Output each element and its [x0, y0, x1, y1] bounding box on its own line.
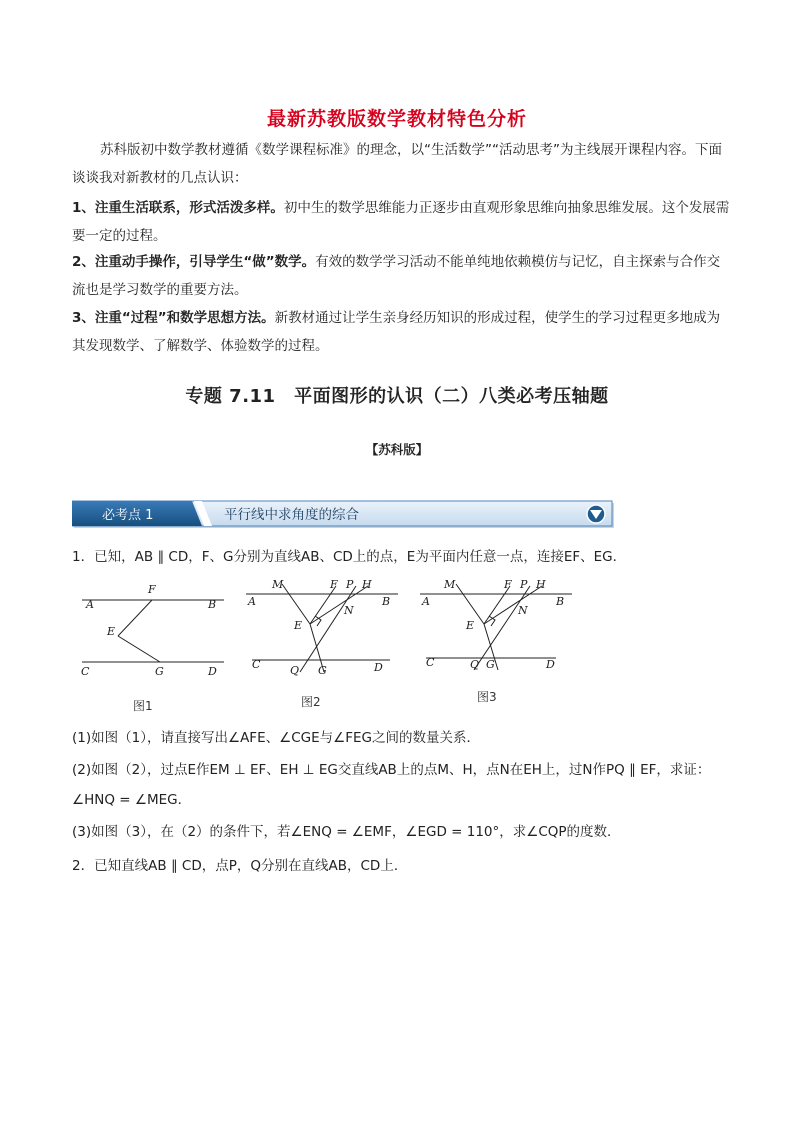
topic-title: 专题 7.11 平面图形的认识（二）八类必考压轴题 — [185, 386, 609, 407]
label-E: E — [294, 619, 303, 632]
label-H: H — [362, 578, 372, 591]
point-3-heading: 3、注重“过程”和数学思想方法。 — [72, 310, 275, 326]
point-1-text: 初中生的数学思维能力正逐步由直观形象思维向抽象思维发展。这个发展需要一定的过程。 — [72, 200, 730, 244]
label-C: C — [81, 665, 90, 678]
point-2-heading: 2、注重动手操作，引导学生“做”数学。 — [72, 254, 316, 270]
label-D: D — [208, 665, 217, 678]
question-1-part-3: (3)如图（3），在（2）的条件下，若∠ENQ = ∠EMF，∠EGD = 110°，求∠CQP的度数． — [72, 824, 621, 840]
label-C: C — [252, 658, 261, 671]
label-N: N — [518, 604, 528, 617]
label-C: C — [426, 656, 435, 669]
question-1-part-2-conclusion: ∠HNQ = ∠MEG． — [72, 792, 192, 808]
label-M: M — [272, 578, 284, 591]
label-F: F — [504, 578, 512, 591]
point-2-text: 有效的数学学习活动不能单纯地依赖模仿与记忆，自主探索与合作交流也是学习数学的重要方法。 — [72, 254, 721, 298]
label-N: N — [344, 604, 354, 617]
intro-paragraph: 苏科版初中数学教材遵循《数学课程标准》的理念，以“生活数学”“活动思考”为主线展开课程内容。下面谈谈我对新教材的几点认识： — [72, 142, 722, 186]
banner-tag: 必考点 1 — [102, 508, 154, 523]
point-3-text: 新教材通过让学生亲身经历知识的形成过程，使学生的学习过程更多地成为其发现数学、了解数学、体验数学的过程。 — [72, 310, 721, 354]
label-G: G — [318, 664, 327, 677]
label-Q: Q — [470, 658, 480, 671]
figure-3-caption: 图3 — [477, 690, 497, 704]
document-title: 最新苏教版数学教材特色分析 — [266, 108, 527, 130]
point-2 — [72, 248, 732, 304]
banner-title: 平行线中求角度的综合 — [224, 507, 359, 523]
chevron-down-icon[interactable] — [587, 505, 605, 523]
figure-3 — [416, 576, 576, 680]
edition-label: 【苏科版】 — [365, 442, 429, 457]
label-A: A — [248, 595, 256, 608]
question-1-part-1: (1)如图（1），请直接写出∠AFE、∠CGE与∠FEG之间的数量关系． — [72, 730, 480, 746]
figure-1 — [78, 580, 228, 680]
label-P: P — [520, 578, 528, 591]
figure-1-caption: 图1 — [133, 699, 153, 713]
label-A: A — [86, 598, 94, 611]
label-M: M — [444, 578, 456, 591]
point-1 — [72, 194, 732, 250]
point-3 — [72, 304, 732, 360]
section-banner — [72, 500, 616, 530]
label-B: B — [382, 595, 391, 608]
question-1-part-2: (2)如图（2），过点E作EM ⊥ EF、EH ⊥ EG交直线AB上的点M、H，点N在EH上，过N作PQ ∥ EF，求证： — [72, 762, 711, 778]
label-D: D — [546, 658, 555, 671]
question-2-stem: 2．已知直线AB ∥ CD，点P，Q分别在直线AB，CD上． — [72, 858, 408, 874]
label-F: F — [330, 578, 338, 591]
label-B: B — [208, 598, 217, 611]
point-1-heading: 1、注重生活联系，形式活泼多样。 — [72, 200, 284, 216]
label-P: P — [346, 578, 354, 591]
label-F: F — [148, 583, 156, 596]
label-B: B — [556, 595, 565, 608]
label-E: E — [107, 625, 116, 638]
label-E: E — [466, 619, 475, 632]
question-1-stem: 1．已知，AB ∥ CD，F、G分别为直线AB、CD上的点，E为平面内任意一点，连接EF、EG． — [72, 549, 627, 565]
figure-2-caption: 图2 — [301, 695, 321, 709]
label-A: A — [422, 595, 430, 608]
label-G: G — [486, 658, 495, 671]
figure-2 — [242, 576, 402, 680]
label-H: H — [536, 578, 546, 591]
label-Q: Q — [290, 664, 300, 677]
label-G: G — [155, 665, 164, 678]
label-D: D — [374, 661, 383, 674]
